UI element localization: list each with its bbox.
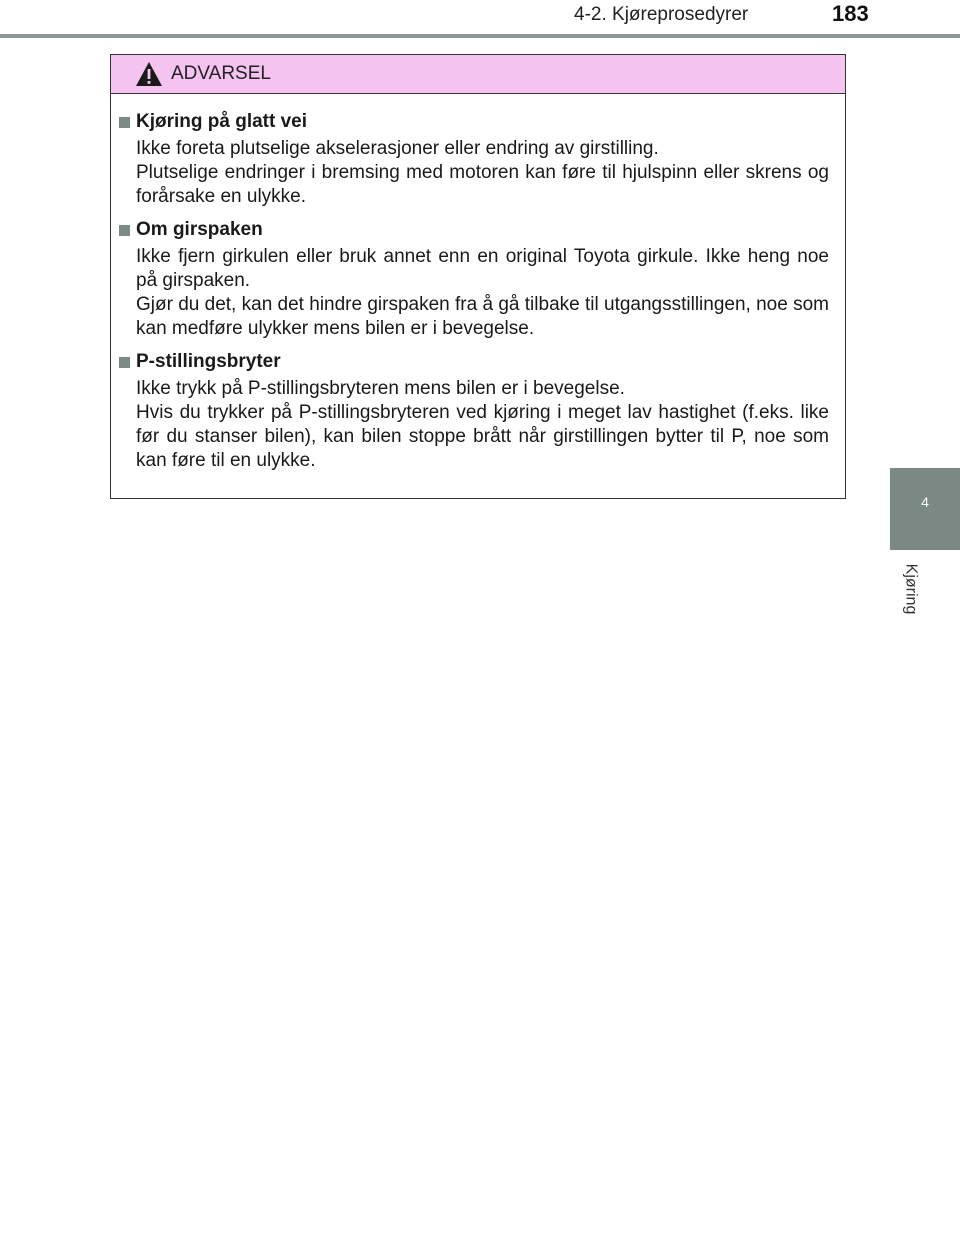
item-heading xyxy=(119,218,829,242)
chapter-number: 4 xyxy=(921,494,929,510)
item-heading-text: P-stillingsbryter xyxy=(136,351,281,372)
item-paragraph: Ikke foreta plutselige akselerasjoner eller endring av girstilling. xyxy=(136,138,659,159)
item-paragraph: Plutselige endringer i bremsing med motoren kan føre til hjulspinn eller skrens og forårsake en ulykke. xyxy=(136,162,829,207)
item-paragraph: Gjør du det, kan det hindre girspaken fra å gå tilbake til utgangsstillingen, noe som kan medføre ulykker mens bilen er i bevegelse. xyxy=(136,294,829,339)
section-title: 4-2. Kjøreprosedyrer xyxy=(574,4,749,25)
chapter-tab xyxy=(890,468,960,550)
warning-title: ADVARSEL xyxy=(171,63,271,84)
warning-triangle-icon xyxy=(135,61,163,87)
item-paragraph: Ikke fjern girkulen eller bruk annet enn en original Toyota girkule. Ikke heng noe på girspaken. xyxy=(136,246,829,291)
item-heading xyxy=(119,350,829,374)
item-paragraph: Hvis du trykker på P-stillingsbryteren ved kjøring i meget lav hastighet (f.eks. like før du stanser bilen), kan bilen stoppe brått når girstillingen bytter til P, noe som kan føre til en ulykke. xyxy=(136,402,829,471)
warning-item xyxy=(119,218,829,341)
warning-item xyxy=(119,350,829,473)
warning-header xyxy=(111,55,845,94)
header-rule xyxy=(0,34,960,38)
item-heading-text: Kjøring på glatt vei xyxy=(136,111,308,132)
square-bullet-icon xyxy=(119,225,130,236)
warning-box xyxy=(110,54,846,499)
square-bullet-icon xyxy=(119,357,130,368)
warning-body xyxy=(111,94,845,473)
item-heading-text: Om girspaken xyxy=(136,219,263,240)
chapter-label-container xyxy=(888,560,918,630)
warning-item xyxy=(119,110,829,209)
square-bullet-icon xyxy=(119,117,130,128)
page-number: 183 xyxy=(832,1,869,26)
chapter-label: Kjøring xyxy=(902,563,920,615)
item-heading xyxy=(119,110,829,134)
item-paragraph: Ikke trykk på P-stillingsbryteren mens bilen er i bevegelse. xyxy=(136,378,625,399)
